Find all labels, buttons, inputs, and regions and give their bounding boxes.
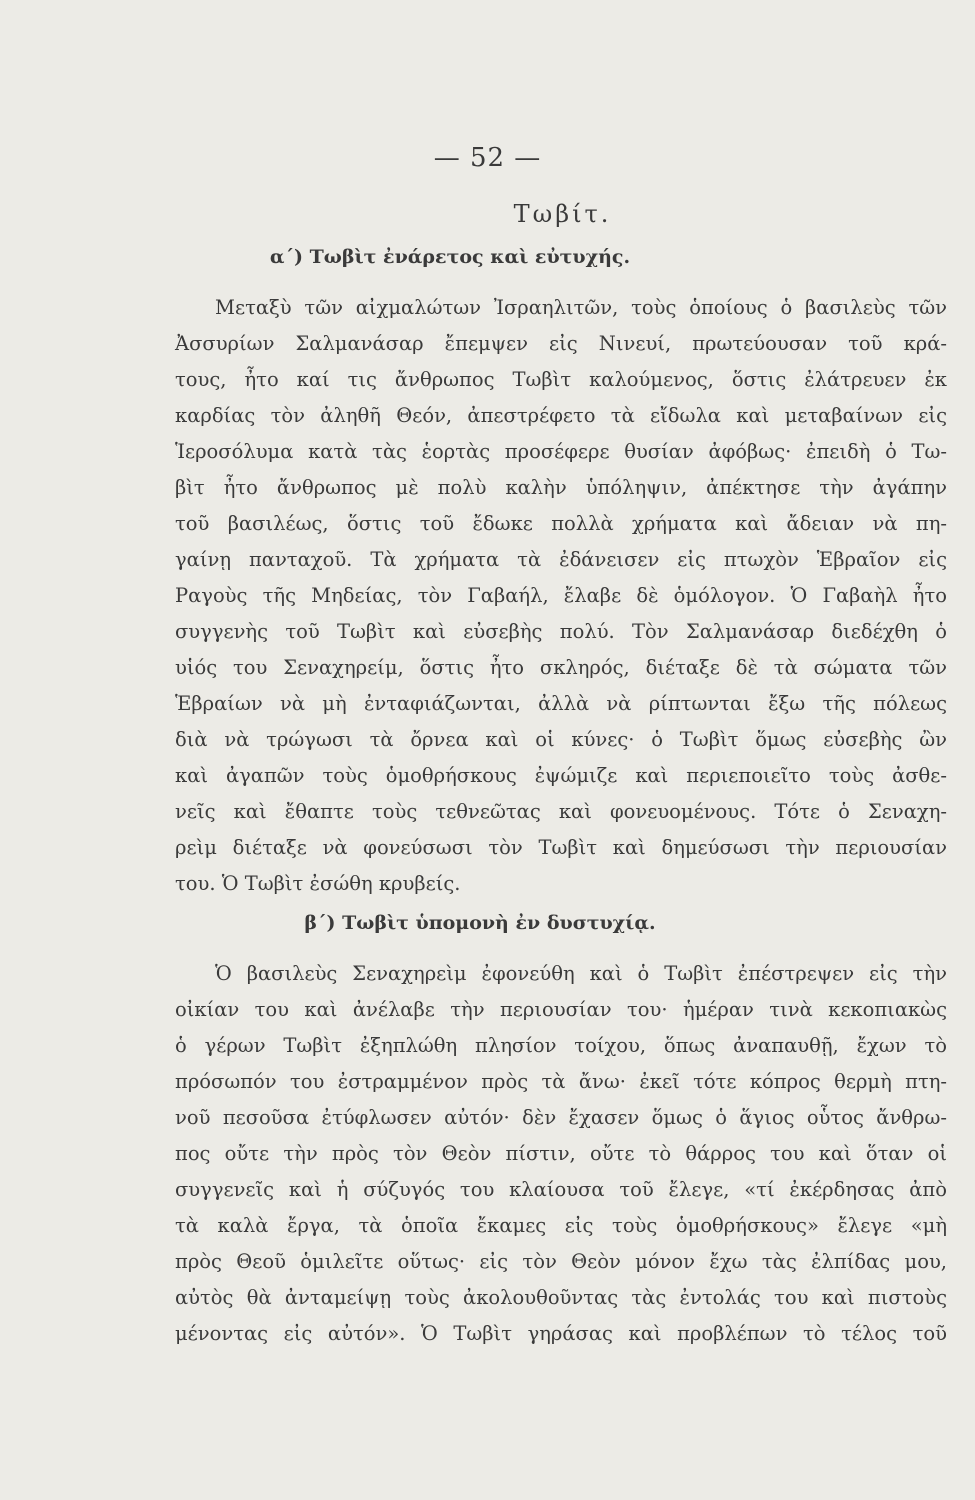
text-line: τοῦ βασιλέως, ὅστις τοῦ ἔδωκε πολλὰ χρήματα καὶ ἄδειαν νὰ πη- [175,512,947,535]
text-line: αὐτὸς θὰ ἀνταμείψῃ τοὺς ἀκολουθοῦντας τὰς ἐντολάς του καὶ πιστοὺς [175,1286,947,1309]
text-line: του. Ὁ Τωβὶτ ἐσώθη κρυβείς. [175,872,461,895]
text-line: καρδίας τὸν ἀληθῆ Θεόν, ἀπεστρέφετο τὰ εἴδωλα καὶ μεταβαίνων εἰς [175,404,947,427]
text-line: βὶτ ἦτο ἄνθρωπος μὲ πολὺ καλὴν ὑπόληψιν, ἀπέκτησε τὴν ἀγάπην [175,476,947,499]
text-line: νεῖς καὶ ἔθαπτε τοὺς τεθνεῶτας καὶ φονευομένους. Τότε ὁ Σεναχη- [175,800,947,823]
text-line: νοῦ πεσοῦσα ἐτύφλωσεν αὐτόν· δὲν ἔχασεν ὅμως ὁ ἅγιος οὗτος ἄνθρω- [175,1106,947,1129]
text-line: τὰ καλὰ ἔργα, τὰ ὁποῖα ἔκαμες εἰς τοὺς ὁμοθρήσκους» ἔλεγε «μὴ [175,1214,947,1237]
text-line: γαίνῃ πανταχοῦ. Τὰ χρήματα τὰ ἐδάνεισεν εἰς πτωχὸν Ἑβραῖον εἰς [175,548,947,571]
text-line: οἰκίαν του καὶ ἀνέλαβε τὴν περιουσίαν του· ἡμέραν τινὰ κεκοπιακὼς [175,998,947,1021]
section-heading: α΄) Τωβὶτ ἐνάρετος καὶ εὐτυχής. [269,246,631,268]
text-line: πρόσωπόν του ἐστραμμένον πρὸς τὰ ἄνω· ἐκεῖ τότε κόπρος θερμὴ πτη- [175,1070,947,1093]
text-line: διὰ νὰ τρώγωσι τὰ ὄρνεα καὶ οἱ κύνες· ὁ Τωβὶτ ὅμως εὐσεβὴς ὢν [175,728,947,751]
text-line: υἱός του Σεναχηρείμ, ὅστις ἦτο σκληρός, διέταξε δὲ τὰ σώματα τῶν [175,656,947,679]
text-line: Μεταξὺ τῶν αἰχμαλώτων Ἰσραηλιτῶν, τοὺς ὁποίους ὁ βασιλεὺς τῶν [215,296,947,319]
text-line: ὁ γέρων Τωβὶτ ἐξηπλώθη πλησίον τοίχου, ὅπως ἀναπαυθῇ, ἔχων τὸ [175,1034,947,1057]
chapter-title: Τωβίτ. [513,200,612,228]
text-line: καὶ ἀγαπῶν τοὺς ὁμοθρήσκους ἐψώμιζε καὶ περιεποιεῖτο τοὺς ἀσθε- [175,764,947,787]
text-line: πρὸς Θεοῦ ὁμιλεῖτε οὕτως· εἰς τὸν Θεὸν μόνον ἔχω τὰς ἐλπίδας μου, [175,1250,947,1273]
text-line: Ἑβραίων νὰ μὴ ἐνταφιάζωνται, ἀλλὰ νὰ ρίπτωνται ἔξω τῆς πόλεως [175,692,947,715]
text-line: ρεὶμ διέταξε νὰ φονεύσωσι τὸν Τωβὶτ καὶ δημεύσωσι τὴν περιουσίαν [175,836,947,859]
text-line: Ἱεροσόλυμα κατὰ τὰς ἑορτὰς προσέφερε θυσίαν ἀφόβως· ἐπειδὴ ὁ Τω- [175,440,947,463]
text-line: Ἀσσυρίων Σαλμανάσαρ ἔπεμψεν εἰς Νινευί, πρωτεύουσαν τοῦ κρά- [175,332,947,355]
text-line: συγγενεῖς καὶ ἡ σύζυγός του κλαίουσα τοῦ ἔλεγε, «τί ἐκέρδησας ἀπὸ [175,1178,947,1201]
text-line: Ὁ βασιλεὺς Σεναχηρεὶμ ἐφονεύθη καὶ ὁ Τωβὶτ ἐπέστρεψεν εἰς τὴν [215,962,947,985]
text-line: συγγενὴς τοῦ Τωβὶτ καὶ εὐσεβὴς πολύ. Τὸν Σαλμανάσαρ διεδέχθη ὁ [175,620,947,643]
text-line: πος οὔτε τὴν πρὸς τὸν Θεὸν πίστιν, οὔτε τὸ θάρρος του καὶ ὅταν οἱ [175,1142,947,1165]
text-line: τους, ἦτο καί τις ἄνθρωπος Τωβὶτ καλούμενος, ὅστις ἐλάτρευεν ἐκ [175,368,947,391]
page-number: — 52 — [433,143,542,173]
text-line: μένοντας εἰς αὐτόν». Ὁ Τωβὶτ γηράσας καὶ προβλέπων τὸ τέλος τοῦ [175,1322,947,1345]
text-line: Ραγοὺς τῆς Μηδείας, τὸν Γαβαήλ, ἔλαβε δὲ ὁμόλογον. Ὁ Γαβαὴλ ἦτο [175,584,947,607]
section-heading: β΄) Τωβὶτ ὑπομονὴ ἐν δυστυχίᾳ. [304,912,656,934]
